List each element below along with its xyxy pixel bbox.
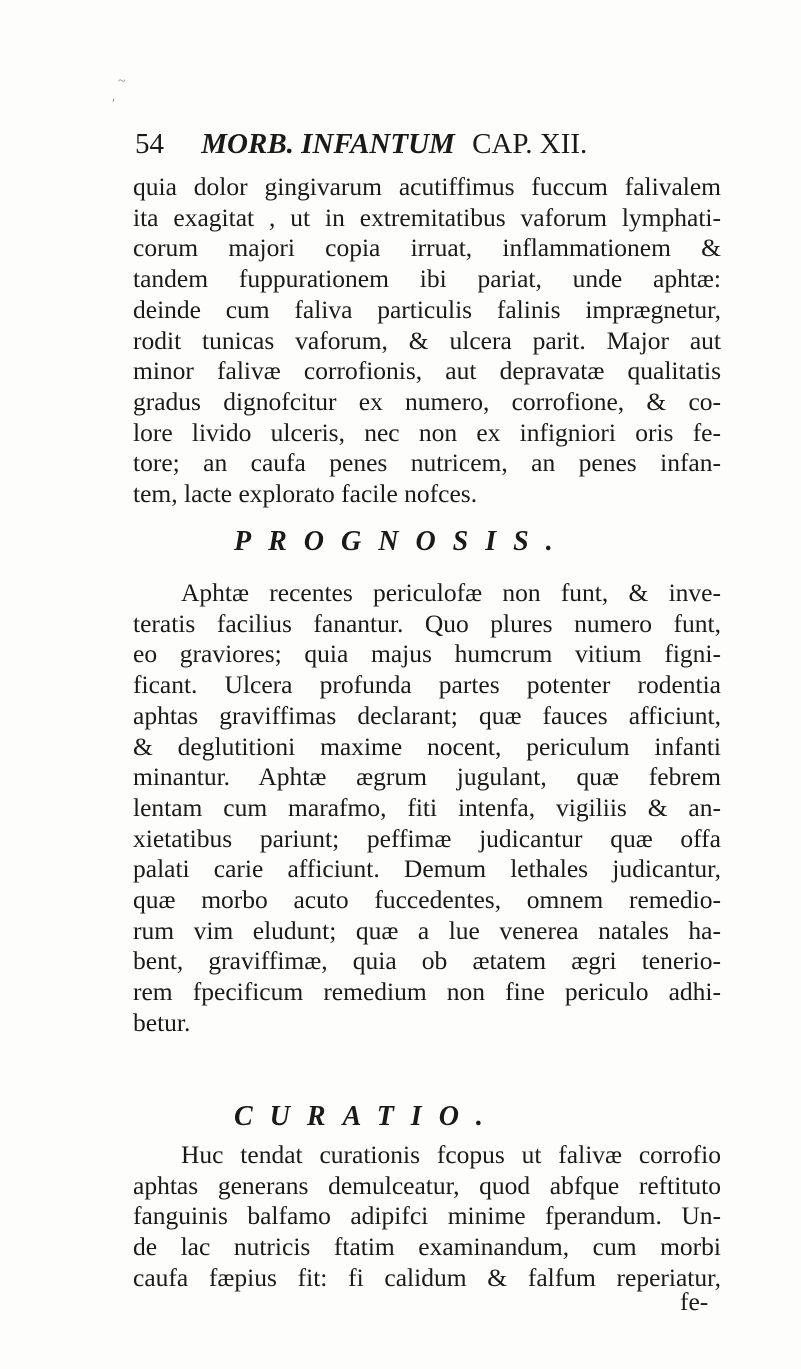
text-line: ficant. Ulcera profunda partes potenter rodentia — [133, 670, 721, 700]
text-line: de lac nutricis ftatim examinandum, cum morbi — [133, 1232, 721, 1262]
text-line: quia dolor gingivarum acutiffimus fuccum falivalem — [133, 172, 721, 201]
paragraph-prognosis — [133, 578, 721, 1039]
text-line: rodit tunicas vaforum, & ulcera parit. Major aut — [133, 325, 721, 355]
text-line: bent, graviffimæ, quia ob ætatem ægri tenerio- — [133, 946, 721, 976]
text-line: Huc tendat curationis fcopus ut falivæ corrofio — [181, 1140, 721, 1169]
text-line: teratis facilius fanantur. Quo plures numero funt, — [133, 608, 721, 638]
paragraph-intro — [133, 172, 721, 510]
text-line: gradus dignofcitur ex numero, corrofione, & co- — [133, 386, 721, 416]
text-line: tore; an caufa penes nutricem, an penes infan- — [133, 448, 721, 478]
text-line: lore livido ulceris, nec non ex infigniori oris fe- — [133, 417, 721, 447]
text-line: fanguinis balfamo adipifci minime fperandum. Un- — [133, 1201, 721, 1231]
text-line: caufa fæpius fit: fi calidum & falfum reperiatur, — [133, 1262, 721, 1292]
text-line: eo graviores; quia majus humcrum vitium figni- — [133, 639, 721, 669]
text-line: minantur. Aphtæ ægrum jugulant, quæ febrem — [133, 762, 721, 792]
heading-curatio: CURATIO. — [234, 1101, 500, 1132]
text-line: corum majori copia irruat, inflammationem & — [133, 233, 721, 263]
catchword: fe- — [680, 1287, 709, 1316]
text-line: rem fpecificum remedium non fine periculo adhi- — [133, 977, 721, 1007]
text-line: quæ morbo acuto fuccedentes, omnem remedio- — [133, 885, 721, 915]
text-line: ita exagitat , ut in extremitatibus vaforum lymphati- — [133, 202, 721, 232]
running-title: MORB. INFANTUM — [201, 128, 455, 160]
text-line: deinde cum faliva particulis falinis imprægnetur, — [133, 294, 721, 324]
text-line: rum vim eludunt; quæ a lue venerea natales ha- — [133, 915, 721, 945]
text-line: xietatibus pariunt; peffimæ judicantur quæ offa — [133, 823, 721, 853]
margin-mark: ~ — [118, 74, 126, 89]
text-line: betur. — [133, 1007, 191, 1037]
page-header — [135, 124, 735, 164]
text-line: tandem fuppurationem ibi pariat, unde aphtæ: — [133, 264, 721, 294]
text-line: aphtas generans demulceatur, quod abfque reftituto — [133, 1170, 721, 1200]
heading-prognosis: PROGNOSIS. — [234, 526, 570, 557]
text-line: aphtas graviffimas declarant; quæ fauces afficiunt, — [133, 700, 721, 730]
paragraph-curatio — [133, 1140, 721, 1294]
margin-mark: ʹ — [112, 97, 116, 112]
text-line: palati carie afficiunt. Demum lethales judicantur, — [133, 854, 721, 884]
text-line: lentam cum marafmo, fiti intenfa, vigiliis & an- — [133, 792, 721, 822]
text-line: Aphtæ recentes periculofæ non funt, & inve- — [181, 578, 721, 607]
text-line: tem, lacte explorato facile nofces. — [133, 479, 478, 509]
text-line: & deglutitioni maxime nocent, periculum infanti — [133, 731, 721, 761]
page-number: 54 — [135, 128, 164, 160]
text-line: minor falivæ corrofionis, aut depravatæ qualitatis — [133, 356, 721, 386]
chapter-label: CAP. XII. — [472, 128, 588, 160]
